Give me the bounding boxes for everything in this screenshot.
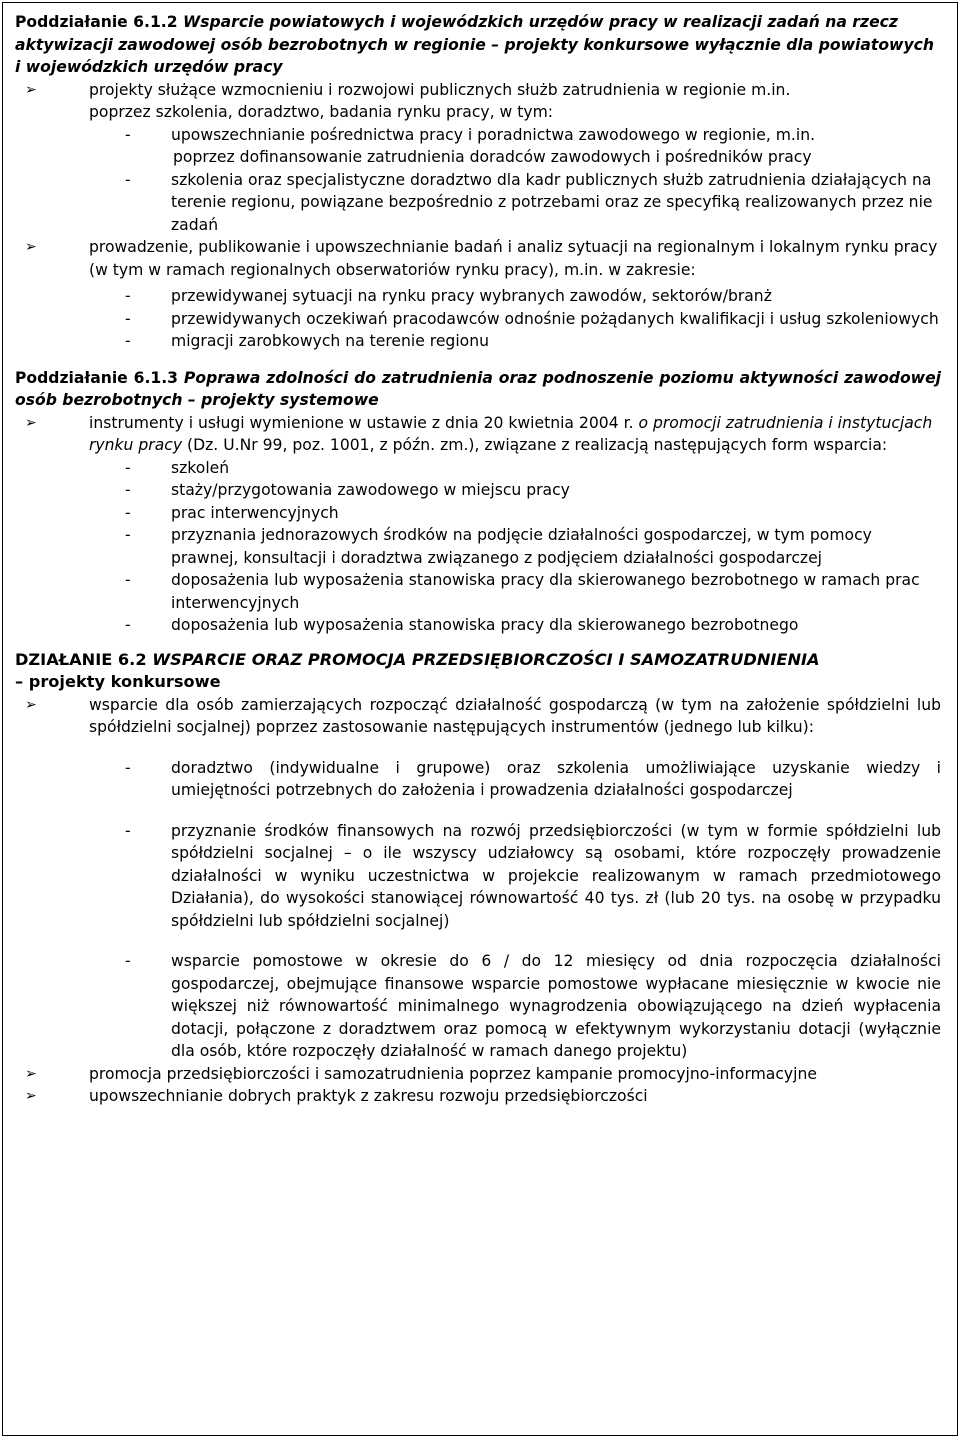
bullet-text: promocja przedsiębiorczości i samozatrudnienia poprzez kampanie promocyjno-informacyjne <box>89 1064 817 1083</box>
section-heading <box>15 11 941 79</box>
dash-marker: - <box>125 571 131 589</box>
dash-marker: - <box>125 481 131 499</box>
bullet-list <box>15 79 941 353</box>
dash-item <box>125 457 941 480</box>
paragraph: poprzez dofinansowanie zatrudnienia doradców zawodowych i pośredników pracy <box>173 148 812 166</box>
bullet-item <box>25 1085 941 1108</box>
sub-block <box>97 757 941 1063</box>
bullet-text: prowadzenie, publikowanie i upowszechnianie badań i analiz sytuacji na regionalnym i lokalnym rynku pracy (w tym w ramach regionalnych obserwatoriów rynku pracy), m.in. w zakresie: <box>89 238 938 279</box>
arrow-bullet-icon: ➢ <box>25 414 37 431</box>
bullet-text: upowszechnianie dobrych praktyk z zakresu rozwoju przedsiębiorczości <box>89 1087 648 1105</box>
dash-text: szkolenia oraz specjalistyczne doradztwo dla kadr publicznych służb zatrudnienia działających na terenie regionu, powiązane bezpośrednio z potrzebami oraz ze specyfiką realizowanych przez nie zadań <box>171 170 933 234</box>
bullet-text: wsparcie dla osób zamierzających rozpocząć działalność gospodarczą (w tym na założenie spółdzielni lub spółdzielni socjalnej) poprzez zastosowanie następujących instrumentów (jednego lub kilku): <box>89 695 941 736</box>
dash-list <box>97 457 941 637</box>
arrow-bullet-icon: ➢ <box>25 1065 37 1082</box>
dash-text: przyznanie środków finansowych na rozwój przedsiębiorczości (w tym w formie spółdzielni lub spółdzielni socjalnej – o ile wszyscy udziałowcy są osobami, które rozpoczęły prowadzenie działalności w wyniku uczestnictwa w projekcie realizowanym w ramach przedmiotowego Działania), do wysokości stanowiącej równowartość 40 tys. zł (lub 20 tys. na osobę w przypadku spółdzielni lub spółdzielni socjalnej) <box>171 821 941 930</box>
act-title: o promocji zatrudnienia i instytucjach rynku pracy <box>89 413 933 454</box>
bullet-item <box>25 236 941 353</box>
dash-marker: - <box>125 821 131 840</box>
arrow-bullet-icon: ➢ <box>25 1088 37 1104</box>
dash-text: doradztwo (indywidualne i grupowe) oraz szkolenia umożliwiające uzyskanie wiedzy i umiejętności potrzebnych do założenia i prowadzenia działalności gospodarczej <box>171 758 941 799</box>
bullet-text: projekty służące wzmocnieniu i rozwojowi publicznych służb zatrudnienia w regionie m.in. <box>89 80 791 99</box>
section-heading <box>15 649 941 672</box>
dash-text: staży/przygotowania zawodowego w miejscu pracy <box>171 481 570 499</box>
dash-text: doposażenia lub wyposażenia stanowiska pracy dla skierowanego bezrobotnego <box>171 616 799 634</box>
dash-text: prac interwencyjnych <box>171 503 339 522</box>
section-title: Poprawa zdolności do zatrudnienia oraz podnoszenie poziomu aktywności zawodowej osób bezrobotnych – projekty systemowe <box>15 368 941 409</box>
bullet-item <box>25 412 941 637</box>
dash-list <box>97 169 941 237</box>
section-label: Poddziałanie 6.1.2 <box>15 13 178 31</box>
dash-text: szkoleń <box>171 458 230 477</box>
dash-item <box>125 169 941 237</box>
dash-marker: - <box>125 952 131 970</box>
bullet-item <box>25 694 941 1063</box>
dash-item <box>125 124 941 147</box>
dash-item <box>125 614 941 637</box>
section-6-2 <box>15 649 941 1108</box>
sub-block <box>97 285 941 353</box>
sub-block <box>97 169 941 237</box>
dash-marker: - <box>125 616 131 634</box>
arrow-bullet-icon: ➢ <box>25 696 37 713</box>
dash-marker: - <box>125 125 131 144</box>
arrow-bullet-icon: ➢ <box>25 239 37 255</box>
bullet-text-part: (Dz. U.Nr 99, poz. 1001, z późn. zm.), związane z realizacją następujących form wsparcia: <box>187 436 888 454</box>
dash-marker: - <box>125 503 131 522</box>
section-title: WSPARCIE ORAZ PROMOCJA PRZEDSIĘBIORCZOŚCI I SAMOZATRUDNIENIA <box>152 649 820 669</box>
dash-marker: - <box>125 309 131 328</box>
bullet-text-part: instrumenty i usługi wymienione w ustawie z dnia 20 kwietnia 2004 r. <box>89 413 634 432</box>
section-subtitle: – projekty konkursowe <box>15 672 221 691</box>
dash-text: przyznania jednorazowych środków na podjęcie działalności gospodarczej, w tym pomocy prawnej, konsultacji i doradztwa związanego z podjęciem działalności gospodarczej <box>171 526 872 567</box>
arrow-bullet-icon: ➢ <box>25 81 37 98</box>
dash-item <box>125 820 941 933</box>
bullet-list <box>15 694 941 1108</box>
dash-item <box>125 950 941 1063</box>
dash-item <box>125 285 941 308</box>
dash-list <box>97 757 941 1063</box>
dash-item <box>125 757 941 802</box>
dash-marker: - <box>125 170 131 189</box>
dash-list <box>97 124 941 147</box>
section-heading <box>15 367 941 412</box>
dash-item <box>125 479 941 502</box>
dash-marker: - <box>125 526 131 544</box>
document-page <box>2 2 958 1436</box>
dash-item <box>125 308 941 331</box>
bullet-item <box>25 1063 941 1086</box>
dash-marker: - <box>125 458 131 477</box>
sub-block <box>97 457 941 637</box>
sub-block <box>97 124 941 147</box>
dash-marker: - <box>125 287 131 305</box>
dash-text: przewidywanych oczekiwań pracodawców odnośnie pożądanych kwalifikacji i usług szkoleniowych <box>171 309 939 328</box>
dash-text: wsparcie pomostowe w okresie do 6 / do 12 miesięcy od dnia rozpoczęcia działalności gospodarczej, obejmujące finansowe wsparcie pomostowe wypłacane miesięcznie w kwocie nie większej niż równowartość minimalnego wynagrodzenia obowiązującego na dzień wypłacenia dotacji, połączone z doradztwem oraz pomocą w efektywnym wykorzystaniu dotacji (wyłącznie dla osób, które rozpoczęły działalność w ramach danego projektu) <box>171 952 941 1060</box>
paragraph: poprzez szkolenia, doradztwo, badania rynku pracy, w tym: <box>89 103 554 121</box>
dash-text: migracji zarobkowych na terenie regionu <box>171 332 489 350</box>
dash-item <box>125 502 941 525</box>
dash-marker: - <box>125 758 131 777</box>
section-title: Wsparcie powiatowych i wojewódzkich urzędów pracy w realizacji zadań na rzecz aktywizacji zawodowej osób bezrobotnych w regionie – projekty konkursowe wyłącznie dla powiatowych i wojewódzkich urzędów pracy <box>15 13 934 76</box>
bullet-list <box>15 412 941 637</box>
section-label: Poddziałanie 6.1.3 <box>15 368 179 387</box>
section-6-1-3 <box>15 367 941 637</box>
dash-list <box>97 285 941 353</box>
dash-text: przewidywanej sytuacji na rynku pracy wybranych zawodów, sektorów/branż <box>171 287 772 305</box>
dash-marker: - <box>125 332 131 350</box>
dash-item <box>125 524 941 569</box>
bullet-text <box>89 412 941 457</box>
section-label: DZIAŁANIE 6.2 <box>15 649 147 669</box>
bullet-item <box>25 79 941 237</box>
dash-item <box>125 569 941 614</box>
section-6-1-2 <box>15 11 941 353</box>
dash-text: upowszechnianie pośrednictwa pracy i poradnictwa zawodowego w regionie, m.in. <box>171 125 816 144</box>
dash-item <box>125 330 941 353</box>
dash-text: doposażenia lub wyposażenia stanowiska pracy dla skierowanego bezrobotnego w ramach prac interwencyjnych <box>171 571 920 612</box>
